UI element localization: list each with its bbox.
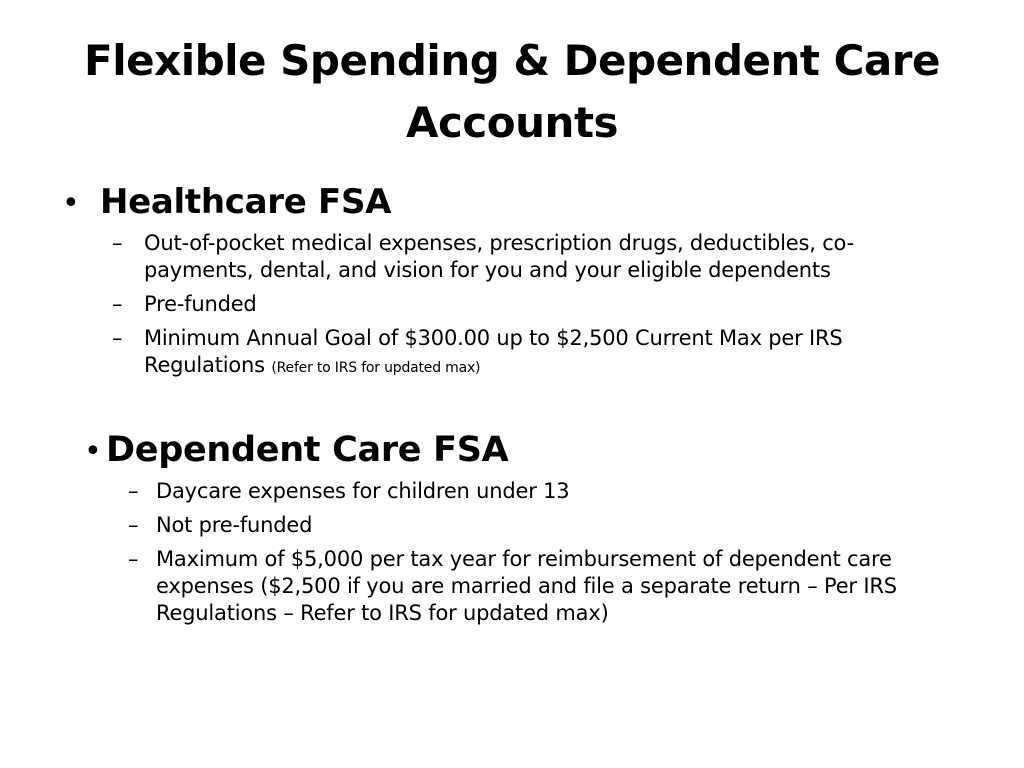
- bullet-row: [84, 426, 984, 474]
- list-item-text-wrapper: [144, 325, 944, 382]
- dash-icon: –: [128, 513, 139, 537]
- dash-icon: –: [112, 326, 123, 350]
- dash-icon: –: [128, 547, 139, 571]
- section-dependent-care-fsa: [84, 426, 984, 634]
- bullet-row: [62, 178, 962, 226]
- list-item: [112, 230, 962, 284]
- section-heading: Dependent Care FSA: [106, 430, 509, 470]
- list-item-text: Minimum Annual Goal of $300.00 up to $2,500 Current Max per IRS Regulations: [144, 326, 843, 377]
- sub-list: [112, 230, 962, 382]
- list-item: [112, 325, 962, 382]
- list-item-text: Not pre-funded: [156, 513, 313, 537]
- list-item-text: Pre-funded: [144, 292, 257, 316]
- list-item: [128, 478, 984, 505]
- list-item: [128, 546, 984, 627]
- section-healthcare-fsa: [62, 178, 962, 389]
- bullet-icon: •: [84, 434, 102, 469]
- list-item: [112, 291, 962, 318]
- slide-title: Flexible Spending & Dependent Care Accounts: [84, 36, 940, 147]
- dash-icon: –: [112, 231, 123, 255]
- footnote-text: (Refer to IRS for updated max): [271, 360, 481, 376]
- list-item-text: Maximum of $5,000 per tax year for reimbursement of dependent care expenses ($2,500 if you are married and file a separate return – Per IRS Regulations – Refer to IRS for updated max): [156, 547, 897, 625]
- sub-list: [128, 478, 984, 627]
- list-item-text: Out-of-pocket medical expenses, prescription drugs, deductibles, co-payments, dental, and vision for you and your eligible dependents: [144, 231, 854, 282]
- section-heading: Healthcare FSA: [100, 182, 392, 222]
- list-item-text: Daycare expenses for children under 13: [156, 479, 570, 503]
- list-item: [128, 512, 984, 539]
- bullet-icon: •: [62, 186, 80, 221]
- dash-icon: –: [112, 292, 123, 316]
- dash-icon: –: [128, 479, 139, 503]
